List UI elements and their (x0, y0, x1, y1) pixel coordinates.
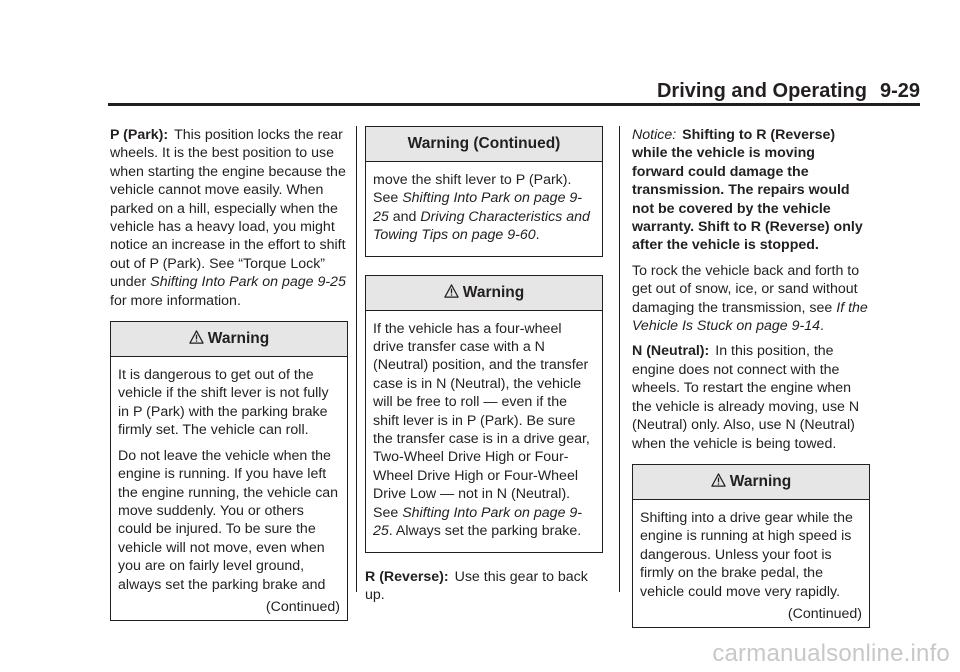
column-divider (619, 126, 620, 592)
warning-paragraph (373, 320, 595, 541)
warning-header (111, 322, 347, 357)
continued-label: (Continued) (787, 605, 862, 622)
reverse-paragraph (365, 568, 603, 605)
reverse-label: R (Reverse): (365, 568, 449, 585)
warning-paragraph: Shifting into a drive gear while the engine is running at high speed is dangerous. Unless your foot is firmly on the brake pedal, the vehicle could move very rapidly. (640, 509, 853, 600)
notice-label: Notice: (632, 127, 677, 143)
watermark-text: carmanualsonline.info (712, 640, 950, 667)
rock-text: . (819, 318, 824, 335)
reverse-text: Use this gear to back up. (365, 568, 588, 603)
vehicle-stuck-link[interactable]: If the Vehicle Is Stuck on page 9-14 (632, 299, 868, 335)
warning-icon (189, 329, 204, 345)
warning-icon (711, 472, 726, 488)
warning-box (110, 321, 348, 621)
warning-text: If the vehicle has a four-wheel drive transfer case with a N (Neutral) position, and the transfer case is in N (Neutral), the vehicle will be free to roll — even if the shift lever is in P (Park). Be sure the transfer case is in a drive gear, Two-Wheel Drive High or Four-Wheel Drive High or Four-Wheel Drive Low — not in N (Neutral). See (373, 320, 590, 521)
warning-title: Warning (207, 330, 270, 348)
park-text: This position locks the rear wheels. It is the best position to use when starting the engine because the vehicle cannot move easily. When parked on a hill, especially when the vehicle has a heavy load, you might notice an increase in the effort to shift out of P (Park). See “Torque Lock” under (110, 127, 346, 291)
neutral-label: N (Neutral): (632, 343, 710, 360)
neutral-text: In this position, the engine does not connect with the wheels. To restart the engine when the vehicle is already moving, use N (Neutral) only. Also, use N (Neutral) when the vehicle is being towed. (632, 343, 860, 452)
warning-icon (444, 283, 459, 299)
warning-box (632, 464, 870, 628)
continued-label: (Continued) (265, 598, 340, 615)
warning-box (365, 275, 603, 553)
warning-paragraph: It is dangerous to get out of the vehicle if the shift lever is not fully in P (Park) with the parking brake firmly set. The vehicle can roll. (118, 367, 329, 439)
warning-title: Warning (729, 472, 792, 490)
shifting-park-link[interactable]: Shifting Into Park on page 9-25 (373, 504, 583, 540)
warning-text: . (535, 227, 540, 244)
rock-paragraph (632, 262, 870, 336)
warning-title: Warning (462, 283, 525, 301)
park-paragraph (110, 126, 348, 310)
driving-characteristics-link[interactable]: Driving Characteristics and Towing Tips on page 9-60 (373, 208, 590, 244)
park-label: P (Park): (110, 127, 169, 143)
warning-text: and (388, 208, 421, 225)
warning-paragraph: Do not leave the vehicle when the engine is running. If you have left the engine running, the vehicle can move suddenly. You or others could be injured. To be sure the vehicle will not move, even when you are on fairly level ground, always set the parking brake and (118, 447, 339, 593)
warning-continued-box (365, 126, 603, 257)
warning-text: . Always set the parking brake. (388, 523, 582, 540)
warning-text: move the shift lever to P (Park). See (373, 172, 572, 207)
header-rule (108, 103, 920, 106)
warning-continued-paragraph (373, 171, 595, 245)
page-number: 9-29 (879, 80, 920, 102)
page-header-title: Driving and Operating (656, 80, 867, 102)
column-3 (632, 126, 870, 628)
warning-header (633, 465, 869, 500)
park-text-end: for more information. (110, 292, 241, 309)
notice-text: Shifting to R (Reverse) while the vehicle is moving forward could damage the transmission. The repairs would not be covered by the vehicle warranty. Shift to R (Reverse) only after the vehicle is stopped. (632, 127, 863, 254)
rock-text: To rock the vehicle back and forth to get out of snow, ice, or sand without damaging the transmission, see (632, 262, 860, 316)
column-divider (356, 126, 357, 592)
neutral-paragraph (632, 342, 870, 452)
park-link[interactable]: Shifting Into Park on page 9-25 (150, 274, 346, 291)
warning-header (366, 276, 602, 311)
column-2 (365, 126, 603, 611)
notice-paragraph (632, 126, 870, 255)
shifting-park-link[interactable]: Shifting Into Park on page 9-25 (373, 190, 583, 225)
column-1 (110, 126, 348, 621)
warning-continued-header: Warning (Continued) (366, 127, 602, 162)
